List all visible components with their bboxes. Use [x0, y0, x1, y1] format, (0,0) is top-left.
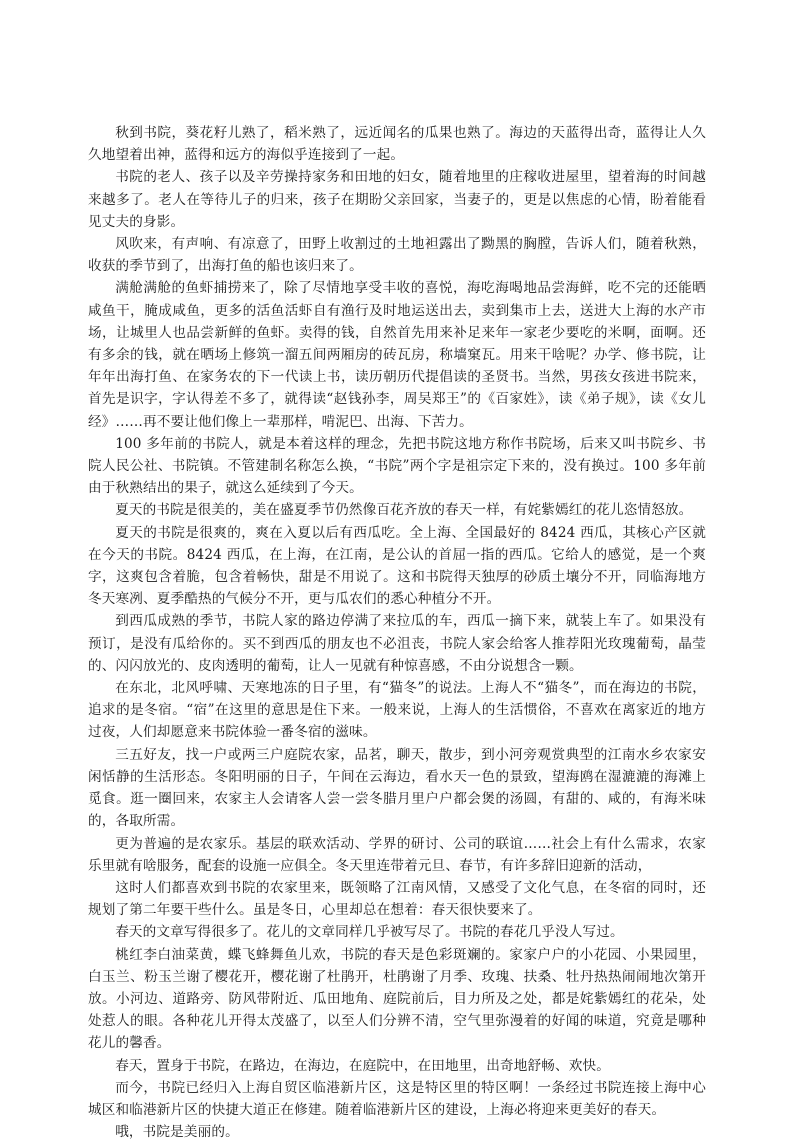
paragraph-watermelon-season: 到西瓜成熟的季节，书院人家的路边停满了来拉瓜的车，西瓜一摘下来，就装上车了。如果没有预订，是没有瓜给你的。买不到西瓜的朋友也不必沮丧，书院人家会给客人推荐阳光玫瑰葡萄，晶莹的、闪闪放光的、皮肉透明的葡萄，让人一见就有种惊喜感，不由分说想含一颗。 — [88, 613, 706, 674]
paragraph-autumn-arrives: 秋到书院，葵花籽儿熟了，稻米熟了，远近闻名的瓜果也熟了。海边的天蓝得出奇，蓝得让人久久地望着出神，蓝得和远方的海似乎连接到了一起。 — [88, 125, 706, 164]
paragraph-8424-watermelon: 夏天的书院是很爽的，爽在入夏以后有西瓜吃。全上海、全国最好的 8424 西瓜，其核心产区就在今天的书院。8424 西瓜，在上海，在江南，是公认的首屈一指的西瓜。它给人的感觉，是一个爽字，这爽包含着脆，包含着畅快，甜是不用说了。这和书院得天独厚的砂质土壤分不开，同临海地方冬天寒冽、夏季酷热的气候分不开，更与瓜农们的悉心种植分不开。 — [88, 524, 706, 608]
paragraph-fish-harvest: 满舱满舱的鱼虾捕捞来了，除了尽情地享受丰收的喜悦，海吃海喝地品尝海鲜，吃不完的还能晒咸鱼干，腌成咸鱼，更多的活鱼活虾自有渔行及时地运送出去，卖到集市上去，送进大上海的水产市场，让城里人也品尝新鲜的鱼虾。卖得的钱，自然首先用来补足来年一家老少要吃的米啊，面啊。还有多余的钱，就在晒场上修筑一溜五间两厢房的砖瓦房，称墙窠瓦。用来干啥呢？办学、修书院，让年年出海打鱼、在家务农的下一代读上书，读历朝历代提倡读的圣贤书。当然，男孩女孩进书院来，首先是识字，字认得差不多了，就得读“赵钱孙李，周吴郑王”的《百家姓》，读《弟子规》，读《女儿经》……再不要让他们像上一辈那样，啃泥巴、出海、下苦力。 — [88, 280, 706, 430]
paragraph-summer-beauty: 夏天的书院是很美的，美在盛夏季节仍然像百花齐放的春天一样，有姹紫嫣红的花儿恣情怒放。 — [115, 502, 693, 519]
paragraph-winter-stay: 在东北，北风呼啸、天寒地冻的日子里，有“猫冬”的说法。上海人不“猫冬”，而在海边的书院，追求的是冬宿。“宿”在这里的意思是住下来。一般来说，上海人的生活惯俗，不喜欢在离家近的地方过夜，人们却愿意来书院体验一番冬宿的滋味。 — [88, 680, 706, 741]
paragraph-history-of-shuyuan: 100 多年前的书院人，就是本着这样的理念，先把书院这地方称作书院场，后来又叫书院乡、书院人民公社、书院镇。不管建制名称怎么换，“书院”两个字是祖宗定下来的，没有换过。100 多年前由于秋熟结出的果子，就这么延续到了今天。 — [88, 435, 706, 497]
paragraph-wind-blows: 风吹来，有声响、有凉意了，田野上收割过的土地袒露出了黝黑的胸膛，告诉人们，随着秋熟，收获的季节到了，出海打鱼的船也该归来了。 — [88, 236, 706, 275]
paragraph-closing: 哦，书院是美丽的。 — [115, 1124, 239, 1141]
paragraph-friends-visit: 三五好友，找一户或两三户庭院农家，品茗，聊天，散步，到小河旁观赏典型的江南水乡农家安闲恬静的生活形态。冬阳明丽的日子，午间在云海边，看水天一色的景致，望海鸥在湿漉漉的海滩上觅食。逛一圈回来，农家主人会请客人尝一尝冬腊月里户户都会煲的汤圆，有甜的、咸的，有海米味的，各取所需。 — [88, 746, 706, 830]
paragraph-farm-stay: 更为普遍的是农家乐。基层的联欢活动、学界的研讨、公司的联谊……社会上有什么需求，农家乐里就有啥服务，配套的设施一应俱全。冬天里连带着元旦、春节，有许多辞旧迎新的活动， — [88, 835, 706, 874]
paragraph-spring-joy: 春天，置身于书院，在路边，在海边，在庭院中，在田地里，出奇地舒畅、欢快。 — [115, 1057, 610, 1074]
paragraph-jiangnan-charm: 这时人们都喜欢到书院的农家里来，既领略了江南风情，又感受了文化气息，在冬宿的同时，还规划了第二年要干些什么。虽是冬日，心里却总在想着：春天很快要来了。 — [88, 879, 706, 919]
paragraph-waiting-for-return: 书院的老人、孩子以及辛劳操持家务和田地的妇女，随着地里的庄稼收进屋里，望着海的时间越来越多了。老人在等待儿子的归来，孩子在期盼父亲回家，当妻子的，更是以焦虑的心情，盼着能看见丈夫的身影。 — [88, 169, 706, 230]
paragraph-spring-writing: 春天的文章写得很多了。花儿的文章同样几乎被写尽了。书院的春花几乎没人写过。 — [115, 924, 624, 941]
paragraph-spring-flowers: 桃红李白油菜黄，蝶飞蜂舞鱼儿欢，书院的春天是色彩斑斓的。家家户户的小花园、小果园里，白玉兰、粉玉兰谢了樱花开，樱花谢了杜鹃开，杜鹃谢了月季、玫瑰、扶桑、牡丹热热闹闹地次第开放。小河边、道路旁、防风带附近、瓜田地角、庭院前后，目力所及之处，都是姹紫嫣红的花朵，处处惹人的眼。各种花儿开得太茂盛了，以至人们分辨不清，空气里弥漫着的好闻的味道，究竟是哪种花儿的馨香。 — [88, 946, 706, 1052]
paragraph-lingang-new-area: 而今，书院已经归入上海自贸区临港新片区，这是特区里的特区啊！一条经过书院连接上海中心城区和临港新片区的快捷大道正在修建。随着临港新片区的建设，上海必将迎来更美好的春天。 — [88, 1079, 706, 1118]
